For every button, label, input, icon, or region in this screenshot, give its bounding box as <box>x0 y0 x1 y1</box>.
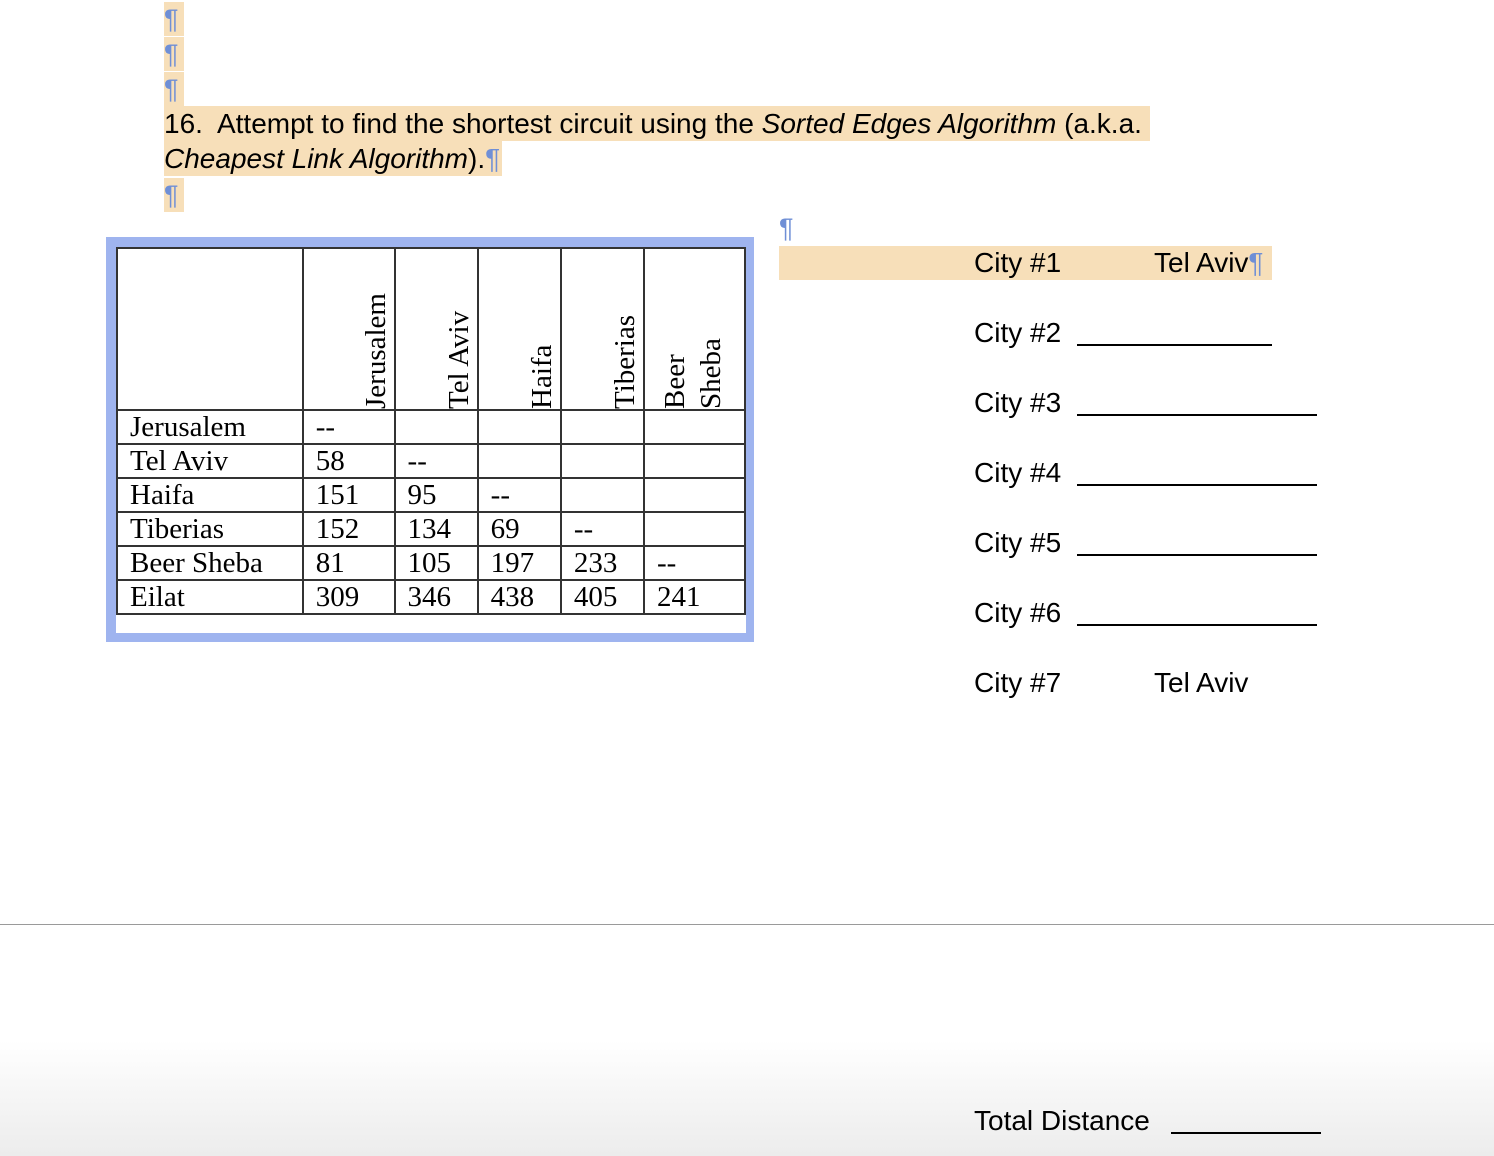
city-6-line[interactable] <box>974 596 1061 630</box>
city-4-line[interactable] <box>974 456 1061 490</box>
table-cell[interactable]: -- <box>644 546 745 580</box>
table-cell[interactable]: -- <box>303 410 395 444</box>
table-cell[interactable] <box>395 410 478 444</box>
city-label: City #1 <box>974 247 1062 278</box>
city-label: City #4 <box>974 457 1062 488</box>
page-footer-shade <box>0 1040 1494 1156</box>
row-label: Tiberias <box>117 512 303 546</box>
city-label: City #7 <box>974 667 1062 698</box>
table-cell[interactable] <box>561 478 644 512</box>
table-cell[interactable]: 134 <box>395 512 478 546</box>
col-header-cell <box>303 248 395 410</box>
paragraph-mark: ¶ <box>779 213 794 243</box>
question-number: 16. <box>164 108 203 139</box>
table-cell[interactable]: -- <box>561 512 644 546</box>
paragraph-mark: ¶ <box>485 143 501 174</box>
table-cell[interactable]: 58 <box>303 444 395 478</box>
col-header-label: Tel Aviv <box>442 310 475 409</box>
question-text-before: Attempt to find the shortest circuit using the <box>216 108 754 139</box>
page-divider <box>0 924 1494 925</box>
paragraph-mark: ¶ <box>164 72 184 106</box>
row-label: Beer Sheba <box>117 546 303 580</box>
alt-algorithm-name: Cheapest Link Algorithm <box>164 143 469 174</box>
row-label: Haifa <box>117 478 303 512</box>
city-label: City #3 <box>974 387 1062 418</box>
city-value: Tel Aviv¶ <box>1154 247 1264 278</box>
table-cell[interactable]: 438 <box>478 580 561 614</box>
table-cell[interactable] <box>644 444 745 478</box>
city-1-line[interactable] <box>974 246 1264 280</box>
city-7-line[interactable] <box>974 666 1249 700</box>
city-label: City #5 <box>974 527 1062 558</box>
question-closing: ). <box>468 143 486 174</box>
table-row <box>117 546 745 580</box>
row-label: Eilat <box>117 580 303 614</box>
city-label: City #2 <box>974 317 1062 348</box>
table-cell[interactable] <box>644 478 745 512</box>
table-row <box>117 512 745 546</box>
table-cell[interactable] <box>644 512 745 546</box>
city-3-line[interactable] <box>974 386 1061 420</box>
table-row <box>117 410 745 444</box>
row-label: Jerusalem <box>117 410 303 444</box>
table-cell[interactable]: -- <box>395 444 478 478</box>
table-header-row <box>117 248 745 410</box>
table-cell[interactable]: 405 <box>561 580 644 614</box>
table-corner-cell <box>117 248 303 410</box>
table-cell[interactable]: 152 <box>303 512 395 546</box>
table-cell[interactable]: 69 <box>478 512 561 546</box>
table-cell[interactable]: 233 <box>561 546 644 580</box>
col-header-label: Haifa <box>525 344 558 409</box>
city-label: City #6 <box>974 597 1062 628</box>
col-header-label: Tiberias <box>608 315 641 409</box>
table-cell[interactable]: -- <box>478 478 561 512</box>
city-5-line[interactable] <box>974 526 1061 560</box>
question-aka: (a.k.a. <box>1064 108 1142 139</box>
city-6-blank[interactable] <box>1077 624 1317 626</box>
table-cell[interactable]: 81 <box>303 546 395 580</box>
table-cell[interactable] <box>478 444 561 478</box>
algorithm-name: Sorted Edges Algorithm <box>761 108 1057 139</box>
distance-table-selection[interactable] <box>106 237 754 642</box>
paragraph-mark: ¶ <box>164 178 184 212</box>
table-row <box>117 478 745 512</box>
table-cell[interactable]: 309 <box>303 580 395 614</box>
city-3-blank[interactable] <box>1077 414 1317 416</box>
paragraph-mark: ¶ <box>164 37 184 71</box>
table-cell[interactable]: 346 <box>395 580 478 614</box>
table-cell[interactable]: 95 <box>395 478 478 512</box>
col-header-cell <box>478 248 561 410</box>
city-value: Tel Aviv <box>1154 667 1249 698</box>
row-label: Tel Aviv <box>117 444 303 478</box>
table-cell[interactable]: 105 <box>395 546 478 580</box>
question-text[interactable] <box>164 106 1150 176</box>
table-cell[interactable]: 197 <box>478 546 561 580</box>
paragraph-mark: ¶ <box>164 2 184 36</box>
distance-table[interactable] <box>116 247 746 615</box>
table-row <box>117 444 745 478</box>
city-2-blank[interactable] <box>1077 344 1272 346</box>
city-2-line[interactable] <box>974 316 1061 350</box>
col-header-label: Beer Sheba <box>659 338 728 409</box>
total-distance-label: Total Distance <box>974 1105 1150 1136</box>
col-header-cell <box>644 248 745 410</box>
table-cell[interactable] <box>644 410 745 444</box>
table-cell[interactable] <box>561 410 644 444</box>
table-cell[interactable] <box>561 444 644 478</box>
col-header-label: Jerusalem <box>359 293 392 409</box>
table-row <box>117 580 745 614</box>
total-distance-line[interactable] <box>974 1104 1150 1138</box>
col-header-cell <box>561 248 644 410</box>
total-distance-blank[interactable] <box>1171 1132 1321 1134</box>
city-4-blank[interactable] <box>1077 484 1317 486</box>
col-header-cell <box>395 248 478 410</box>
table-cell[interactable]: 241 <box>644 580 745 614</box>
city-5-blank[interactable] <box>1077 554 1317 556</box>
table-cell[interactable] <box>478 410 561 444</box>
table-cell[interactable]: 151 <box>303 478 395 512</box>
